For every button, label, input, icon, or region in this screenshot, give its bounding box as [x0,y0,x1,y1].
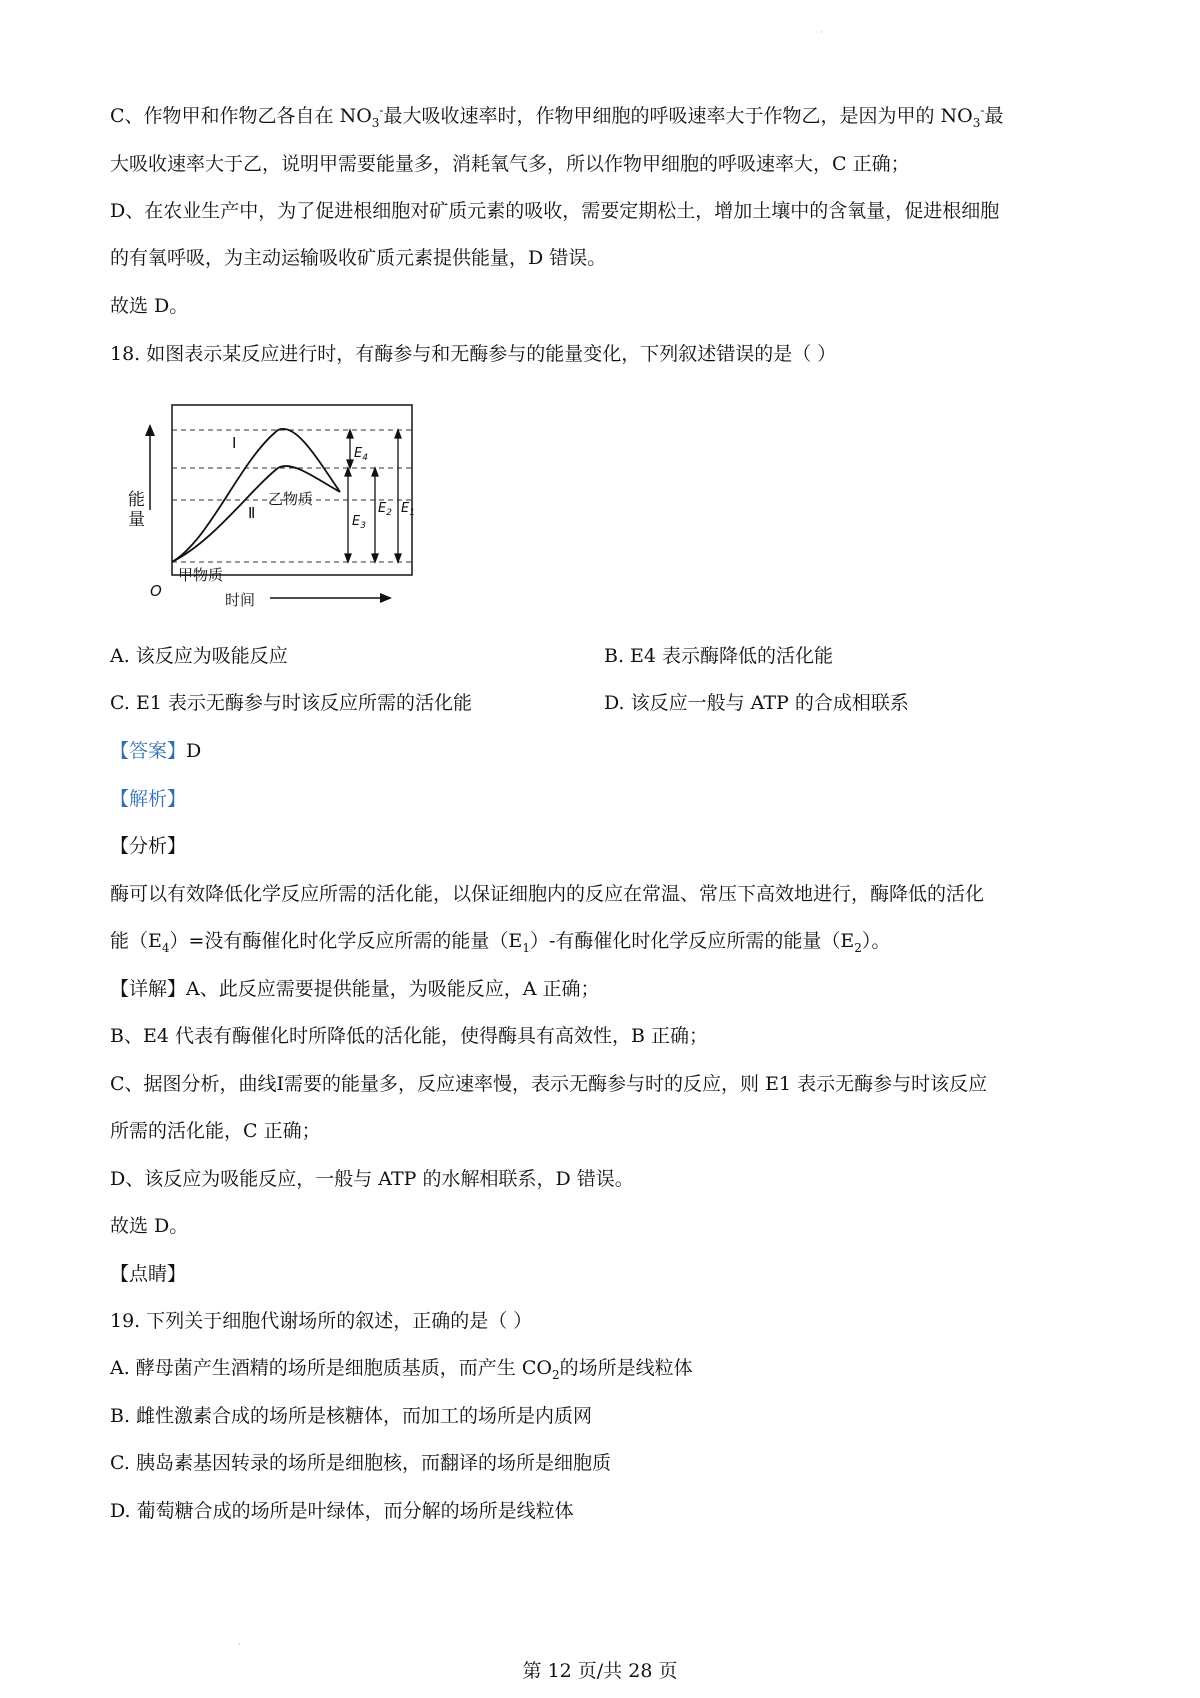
curve-1-label: Ⅰ [232,434,237,452]
y-axis-label-char: 能 [128,490,145,510]
detail-d: D、该反应为吸能反应，一般与 ATP 的水解相联系，D 错误。 [110,1168,634,1190]
q19-opt-a: A. 酵母菌产生酒精的场所是细胞质基质，而产生 $CO_2$的场所是线粒体 [110,1357,693,1382]
q19-stem: 19. 下列关于细胞代谢场所的叙述，正确的是（ ） [110,1310,533,1332]
q18-stem: 18. 如图表示某反应进行时，有酶参与和无酶参与的能量变化，下列叙述错误的是（ ） [110,343,837,365]
prev-conclusion: 故选 D。 [110,295,189,317]
fenxi-line2: 能$(E_4)=$没有酶催化时化学反应所需的能量$(E_1)-$有酶催化时化学反应所需的能量$(E_2)$。 [110,930,891,955]
q18-opt-c: C. E1 表示无酶参与时该反应所需的活化能 [110,692,472,714]
e3-label: $E_3$ [352,514,366,531]
answer-value: D [186,740,202,762]
dianjing-tag: 【点睛】 [110,1263,187,1285]
detail-c-line2: 所需的活化能，C 正确； [110,1120,321,1142]
curve-1 [172,429,340,562]
q18-options-row1 [110,642,834,670]
q19-opt-d: D. 葡萄糖合成的场所是叶绿体，而分解的场所是线粒体 [110,1500,574,1522]
substance-a-label: 甲物质 [178,566,224,584]
origin-label: O [150,582,162,600]
detail-b: B、E4 代表有酶催化时所降低的活化能，使得酶具有高效性，B 正确； [110,1025,708,1047]
q18-options-row2 [110,689,909,717]
q19-opt-b: B. 雌性激素合成的场所是核糖体，而加工的场所是内质网 [110,1405,593,1427]
fenxi-tag: 【分析】 [110,835,187,857]
substance-b-label: 乙物质 [268,490,314,508]
y-label-1 [128,490,145,530]
energy-diagram [120,400,420,610]
detail-c-line1: C、据图分析，曲线Ⅰ需要的能量多，反应速率慢，表示无酶参与时的反应，则 E1 表示无酶参与时该反应 [110,1073,988,1095]
x-axis-arrowhead [380,593,392,603]
q18-opt-b: B. E4 表示酶降低的活化能 [604,645,834,667]
speck: · [238,1640,241,1649]
e1-label: $E_1$ [401,501,415,518]
y-axis-label-char: 量 [128,510,145,530]
answer-tag: 【答案】 [110,740,187,762]
curve-2 [172,466,340,562]
fenxi-line1: 酶可以有效降低化学反应所需的活化能，以保证细胞内的反应在常温、常压下高效地进行，酶降低的活化 [110,883,985,905]
q18-opt-d: D. 该反应一般与 ATP 的合成相联系 [604,692,909,714]
prev-d-line1: D、在农业生产中，为了促进根细胞对矿质元素的吸收，需要定期松土，增加土壤中的含氧量，促进根细胞 [110,200,1000,222]
x-axis-label: 时间 [225,591,256,609]
curve-2-label: Ⅱ [248,504,256,522]
q18-answer [110,737,201,765]
prev-c-line1: C、作物甲和作物乙各自在 $NO_3^-$最大吸收速率时，作物甲细胞的呼吸速率大于作物乙，是因为甲的 $NO_3^-$最 [110,103,1004,130]
q19-opt-c: C. 胰岛素基因转录的场所是细胞核，而翻译的场所是细胞质 [110,1452,611,1474]
speck: · [820,28,823,37]
e2-label: $E_2$ [378,501,392,518]
page-footer: 第 12 页/共 28 页 [522,1660,678,1682]
analysis-tag: 【解析】 [110,788,187,810]
prev-d-line2: 的有氧呼吸，为主动运输吸收矿质元素提供能量，D 错误。 [110,247,607,269]
prev-c-line2: 大吸收速率大于乙，说明甲需要能量多，消耗氧气多，所以作物甲细胞的呼吸速率大，C 正确； [110,153,910,175]
q18-conclusion: 故选 D。 [110,1215,189,1237]
e4-label: $E_4$ [354,446,368,463]
y-axis-arrowhead [145,424,155,436]
detail-a: 【详解】A、此反应需要提供能量，为吸能反应，A 正确； [110,978,600,1000]
q18-opt-a: A. 该反应为吸能反应 [110,645,288,667]
